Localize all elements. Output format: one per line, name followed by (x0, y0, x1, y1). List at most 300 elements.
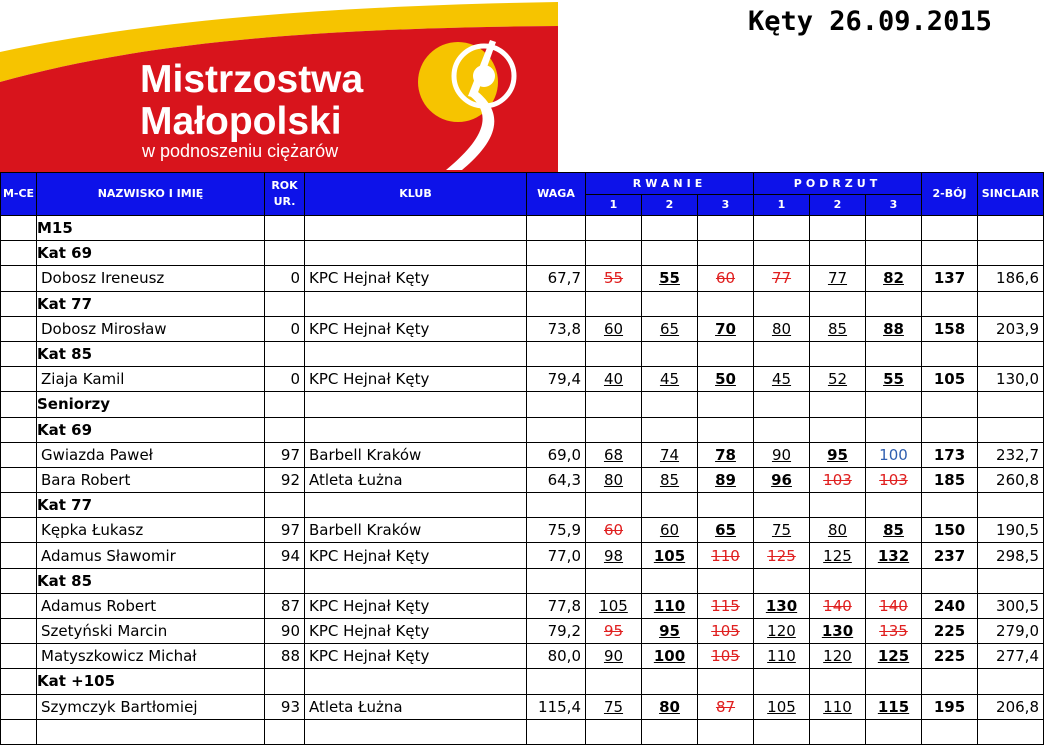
clean-jerk-attempt-1 (754, 619, 810, 644)
table-row (1, 619, 1044, 644)
attempt-value: 90 (603, 647, 624, 666)
empty-cell (754, 216, 810, 241)
empty-cell (305, 216, 527, 241)
category-row (1, 291, 1044, 316)
attempt-value: 65 (659, 319, 680, 338)
clean-jerk-attempt-2 (810, 467, 866, 492)
empty-cell (586, 241, 642, 266)
attempt-value: 130 (765, 596, 798, 615)
empty-cell (305, 341, 527, 366)
sinclair-value: 279,0 (978, 619, 1044, 644)
empty-cell (810, 493, 866, 518)
results-table (0, 172, 1044, 745)
attempt-value: 115 (877, 697, 910, 716)
empty-cell (866, 417, 922, 442)
empty-cell (642, 241, 698, 266)
snatch-attempt-3 (698, 467, 754, 492)
attempt-value: 77 (827, 269, 848, 288)
empty-cell (754, 417, 810, 442)
snatch-attempt-3 (698, 543, 754, 568)
empty-cell (265, 341, 305, 366)
empty-cell (305, 719, 527, 744)
attempt-value: 105 (711, 622, 740, 641)
empty-cell (305, 392, 527, 417)
snatch-attempt-1 (586, 619, 642, 644)
empty-cell (866, 568, 922, 593)
col-cj-2: 2 (810, 195, 866, 216)
birth-year: 93 (265, 694, 305, 719)
attempt-value: 100 (879, 445, 908, 464)
attempt-value: 74 (659, 445, 680, 464)
group-label: M15 (37, 216, 265, 241)
athlete-name: Dobosz Mirosław (37, 316, 265, 341)
athlete-name: Ziaja Kamil (37, 367, 265, 392)
empty-cell (37, 719, 265, 744)
empty-cell (698, 291, 754, 316)
attempt-value: 85 (827, 319, 848, 338)
attempt-value: 60 (603, 319, 624, 338)
bodyweight: 67,7 (527, 266, 586, 291)
empty-cell (586, 417, 642, 442)
category-row (1, 341, 1044, 366)
attempt-value: 140 (823, 596, 852, 615)
empty-cell (754, 669, 810, 694)
empty-cell (866, 216, 922, 241)
place-cell (1, 719, 37, 744)
attempt-value: 120 (767, 622, 796, 641)
empty-cell (754, 241, 810, 266)
empty-cell (978, 669, 1044, 694)
attempt-value: 89 (715, 470, 736, 489)
clean-jerk-attempt-1 (754, 367, 810, 392)
clean-jerk-attempt-3 (866, 694, 922, 719)
empty-cell (698, 417, 754, 442)
empty-cell (810, 392, 866, 417)
col-cj-1: 1 (754, 195, 810, 216)
col-clean-jerk: PODRZUT (754, 173, 922, 195)
empty-cell (922, 392, 978, 417)
place-cell (1, 291, 37, 316)
table-row (1, 543, 1044, 568)
empty-cell (978, 568, 1044, 593)
table-header (1, 173, 1044, 216)
empty-cell (527, 291, 586, 316)
clean-jerk-attempt-3 (866, 593, 922, 618)
birth-year: 90 (265, 619, 305, 644)
attempt-value: 98 (603, 546, 624, 565)
snatch-attempt-3 (698, 644, 754, 669)
empty-cell (305, 568, 527, 593)
empty-cell (922, 493, 978, 518)
clean-jerk-attempt-1 (754, 543, 810, 568)
empty-cell (922, 669, 978, 694)
empty-cell (922, 216, 978, 241)
club-name: Atleta Łużna (305, 694, 527, 719)
place-cell (1, 543, 37, 568)
table-row (1, 316, 1044, 341)
empty-cell (754, 493, 810, 518)
bodyweight: 79,4 (527, 367, 586, 392)
empty-cell (305, 291, 527, 316)
athlete-name: Szetyński Marcin (37, 619, 265, 644)
sinclair-value: 190,5 (978, 518, 1044, 543)
attempt-value: 80 (771, 319, 792, 338)
category-label: Kat 69 (37, 417, 265, 442)
clean-jerk-attempt-3 (866, 543, 922, 568)
snatch-attempt-3 (698, 316, 754, 341)
empty-cell (698, 493, 754, 518)
empty-cell (978, 392, 1044, 417)
empty-cell (810, 341, 866, 366)
empty-cell (527, 216, 586, 241)
empty-cell (698, 216, 754, 241)
snatch-attempt-1 (586, 442, 642, 467)
category-row (1, 568, 1044, 593)
attempt-value: 132 (877, 546, 910, 565)
empty-cell (866, 392, 922, 417)
attempt-value: 70 (715, 319, 736, 338)
birth-year: 87 (265, 593, 305, 618)
category-row (1, 669, 1044, 694)
attempt-value: 60 (603, 521, 624, 540)
clean-jerk-attempt-3 (866, 442, 922, 467)
clean-jerk-attempt-3 (866, 316, 922, 341)
empty-cell (810, 669, 866, 694)
birth-year: 97 (265, 518, 305, 543)
bodyweight: 77,8 (527, 593, 586, 618)
table-row (1, 518, 1044, 543)
total-value: 240 (922, 593, 978, 618)
snatch-attempt-3 (698, 619, 754, 644)
clean-jerk-attempt-2 (810, 442, 866, 467)
empty-cell (978, 291, 1044, 316)
place-cell (1, 341, 37, 366)
category-label: Kat 85 (37, 568, 265, 593)
empty-cell (586, 341, 642, 366)
logo-line3: w podnoszeniu ciężarów (142, 141, 339, 161)
empty-cell (698, 719, 754, 744)
attempt-value: 105 (599, 596, 628, 615)
empty-cell (265, 719, 305, 744)
empty-cell (698, 341, 754, 366)
group-row (1, 392, 1044, 417)
empty-cell (305, 493, 527, 518)
empty-cell (265, 216, 305, 241)
empty-cell (866, 669, 922, 694)
attempt-value: 110 (823, 697, 852, 716)
attempt-value: 95 (603, 622, 624, 641)
empty-cell (642, 669, 698, 694)
attempt-value: 125 (823, 546, 852, 565)
empty-cell (810, 568, 866, 593)
attempt-value: 103 (879, 470, 908, 489)
empty-cell (305, 241, 527, 266)
snatch-attempt-3 (698, 593, 754, 618)
attempt-value: 110 (711, 546, 740, 565)
empty-cell (754, 341, 810, 366)
total-value: 225 (922, 619, 978, 644)
clean-jerk-attempt-2 (810, 367, 866, 392)
empty-cell (586, 392, 642, 417)
place-cell (1, 493, 37, 518)
empty-cell (586, 216, 642, 241)
place-cell (1, 442, 37, 467)
empty-cell (642, 291, 698, 316)
category-label: Kat 77 (37, 493, 265, 518)
empty-cell (978, 417, 1044, 442)
snatch-attempt-3 (698, 694, 754, 719)
clean-jerk-attempt-2 (810, 543, 866, 568)
empty-cell (754, 719, 810, 744)
snatch-attempt-3 (698, 367, 754, 392)
empty-cell (527, 719, 586, 744)
table-row (1, 467, 1044, 492)
snatch-attempt-2 (642, 442, 698, 467)
sinclair-value: 277,4 (978, 644, 1044, 669)
clean-jerk-attempt-1 (754, 644, 810, 669)
attempt-value: 103 (823, 470, 852, 489)
snatch-attempt-2 (642, 367, 698, 392)
empty-cell (922, 719, 978, 744)
sinclair-value: 300,5 (978, 593, 1044, 618)
empty-cell (527, 241, 586, 266)
attempt-value: 78 (715, 445, 736, 464)
snatch-attempt-2 (642, 593, 698, 618)
col-club: KLUB (305, 173, 527, 216)
col-year-line2: UR. (273, 195, 296, 208)
total-value: 158 (922, 316, 978, 341)
clean-jerk-attempt-3 (866, 367, 922, 392)
attempt-value: 80 (659, 697, 680, 716)
bodyweight: 69,0 (527, 442, 586, 467)
total-value: 225 (922, 644, 978, 669)
empty-cell (810, 241, 866, 266)
snatch-attempt-1 (586, 694, 642, 719)
empty-cell (265, 417, 305, 442)
attempt-value: 87 (715, 697, 736, 716)
snatch-attempt-2 (642, 644, 698, 669)
athlete-name: Dobosz Ireneusz (37, 266, 265, 291)
birth-year: 0 (265, 367, 305, 392)
athlete-name: Bara Robert (37, 467, 265, 492)
group-row (1, 216, 1044, 241)
club-name: KPC Hejnał Kęty (305, 543, 527, 568)
clean-jerk-attempt-2 (810, 316, 866, 341)
empty-cell (527, 568, 586, 593)
table-row (1, 367, 1044, 392)
total-value: 105 (922, 367, 978, 392)
place-cell (1, 316, 37, 341)
athlete-name: Matyszkowicz Michał (37, 644, 265, 669)
attempt-value: 80 (827, 521, 848, 540)
empty-cell (866, 341, 922, 366)
sinclair-value: 130,0 (978, 367, 1044, 392)
snatch-attempt-2 (642, 518, 698, 543)
championship-banner (0, 0, 558, 172)
place-cell (1, 417, 37, 442)
empty-cell (265, 291, 305, 316)
table-row (1, 593, 1044, 618)
empty-cell (866, 493, 922, 518)
table-body (1, 216, 1044, 745)
col-year (265, 173, 305, 216)
attempt-value: 60 (659, 521, 680, 540)
empty-cell (527, 341, 586, 366)
snatch-attempt-1 (586, 316, 642, 341)
place-cell (1, 694, 37, 719)
empty-cell (586, 291, 642, 316)
empty-cell (527, 417, 586, 442)
col-snatch-3: 3 (698, 195, 754, 216)
empty-cell (642, 392, 698, 417)
empty-cell (922, 341, 978, 366)
attempt-value: 95 (659, 622, 680, 641)
empty-cell (642, 719, 698, 744)
col-name: NAZWISKO I IMIĘ (37, 173, 265, 216)
category-label: Kat 69 (37, 241, 265, 266)
empty-cell (527, 392, 586, 417)
category-label: Kat +105 (37, 669, 265, 694)
empty-cell (922, 568, 978, 593)
attempt-value: 110 (653, 596, 686, 615)
group-label: Seniorzy (37, 392, 265, 417)
snatch-attempt-3 (698, 266, 754, 291)
col-cj-3: 3 (866, 195, 922, 216)
athlete-name: Adamus Robert (37, 593, 265, 618)
snatch-attempt-3 (698, 442, 754, 467)
attempt-value: 52 (827, 370, 848, 389)
table-row (1, 644, 1044, 669)
snatch-attempt-1 (586, 543, 642, 568)
empty-cell (754, 291, 810, 316)
birth-year: 92 (265, 467, 305, 492)
attempt-value: 130 (821, 622, 854, 641)
attempt-value: 77 (771, 269, 792, 288)
empty-cell (978, 493, 1044, 518)
bodyweight: 115,4 (527, 694, 586, 719)
birth-year: 0 (265, 316, 305, 341)
empty-cell (698, 568, 754, 593)
club-name: KPC Hejnał Kęty (305, 619, 527, 644)
attempt-value: 82 (883, 269, 904, 288)
col-weight: WAGA (527, 173, 586, 216)
birth-year: 0 (265, 266, 305, 291)
empty-cell (698, 669, 754, 694)
attempt-value: 125 (877, 647, 910, 666)
club-name: KPC Hejnał Kęty (305, 644, 527, 669)
attempt-value: 135 (879, 622, 908, 641)
place-cell (1, 241, 37, 266)
total-value: 185 (922, 467, 978, 492)
attempt-value: 95 (827, 445, 848, 464)
attempt-value: 55 (659, 269, 680, 288)
empty-cell (586, 669, 642, 694)
table-row (1, 442, 1044, 467)
clean-jerk-attempt-2 (810, 619, 866, 644)
attempt-value: 105 (767, 697, 796, 716)
birth-year: 88 (265, 644, 305, 669)
empty-cell (922, 291, 978, 316)
clean-jerk-attempt-1 (754, 593, 810, 618)
empty-cell (642, 341, 698, 366)
clean-jerk-attempt-1 (754, 442, 810, 467)
place-cell (1, 216, 37, 241)
clean-jerk-attempt-3 (866, 266, 922, 291)
clean-jerk-attempt-1 (754, 518, 810, 543)
place-cell (1, 518, 37, 543)
blank-row (1, 719, 1044, 744)
total-value: 237 (922, 543, 978, 568)
snatch-attempt-2 (642, 467, 698, 492)
club-name: Barbell Kraków (305, 518, 527, 543)
empty-cell (642, 568, 698, 593)
empty-cell (586, 493, 642, 518)
place-cell (1, 568, 37, 593)
empty-cell (978, 241, 1044, 266)
empty-cell (978, 216, 1044, 241)
clean-jerk-attempt-1 (754, 316, 810, 341)
club-name: Barbell Kraków (305, 442, 527, 467)
sinclair-value: 298,5 (978, 543, 1044, 568)
attempt-value: 105 (711, 647, 740, 666)
empty-cell (866, 241, 922, 266)
empty-cell (698, 241, 754, 266)
attempt-value: 105 (653, 546, 686, 565)
place-date-heading: Kęty 26.09.2015 (748, 6, 992, 37)
attempt-value: 40 (603, 370, 624, 389)
place-cell (1, 367, 37, 392)
empty-cell (265, 392, 305, 417)
empty-cell (922, 241, 978, 266)
total-value: 137 (922, 266, 978, 291)
attempt-value: 60 (715, 269, 736, 288)
snatch-attempt-1 (586, 644, 642, 669)
attempt-value: 80 (603, 470, 624, 489)
total-value: 150 (922, 518, 978, 543)
category-row (1, 417, 1044, 442)
sinclair-value: 203,9 (978, 316, 1044, 341)
place-cell (1, 467, 37, 492)
place-cell (1, 593, 37, 618)
snatch-attempt-2 (642, 266, 698, 291)
attempt-value: 85 (659, 470, 680, 489)
empty-cell (754, 392, 810, 417)
attempt-value: 110 (767, 647, 796, 666)
birth-year: 97 (265, 442, 305, 467)
empty-cell (642, 493, 698, 518)
empty-cell (527, 669, 586, 694)
banner-graphic (0, 0, 558, 172)
attempt-value: 65 (715, 521, 736, 540)
clean-jerk-attempt-3 (866, 644, 922, 669)
snatch-attempt-1 (586, 593, 642, 618)
clean-jerk-attempt-1 (754, 266, 810, 291)
clean-jerk-attempt-3 (866, 518, 922, 543)
place-cell (1, 392, 37, 417)
col-snatch-2: 2 (642, 195, 698, 216)
athlete-name: Kępka Łukasz (37, 518, 265, 543)
empty-cell (698, 392, 754, 417)
empty-cell (810, 719, 866, 744)
club-name: Atleta Łużna (305, 467, 527, 492)
attempt-value: 96 (771, 470, 792, 489)
snatch-attempt-2 (642, 694, 698, 719)
attempt-value: 100 (653, 647, 686, 666)
club-name: KPC Hejnał Kęty (305, 593, 527, 618)
snatch-attempt-2 (642, 619, 698, 644)
attempt-value: 125 (767, 546, 796, 565)
bodyweight: 75,9 (527, 518, 586, 543)
